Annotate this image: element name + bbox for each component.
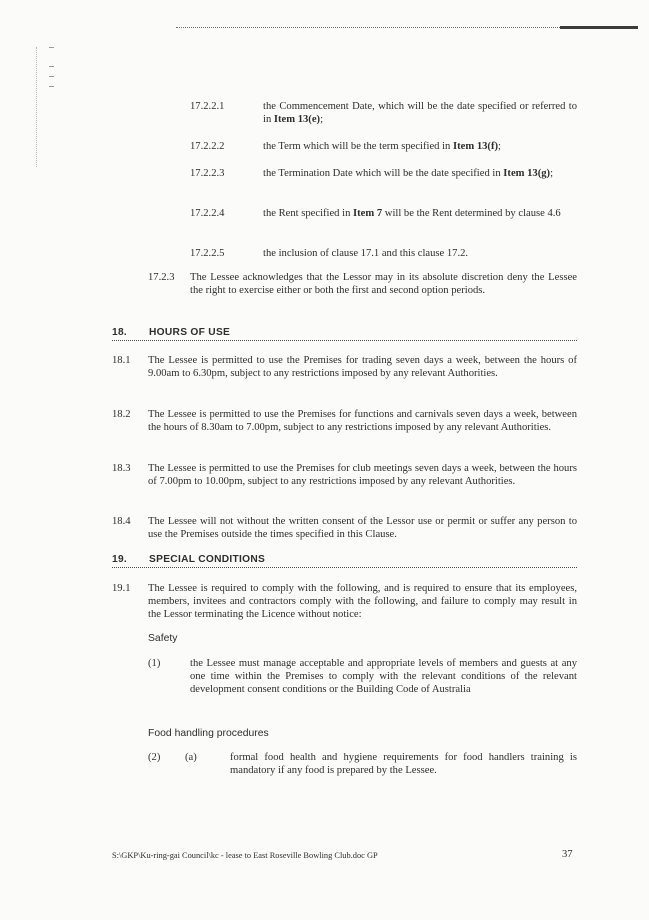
paragraph-19-1: 19.1 The Lessee is required to comply with the following, and is required to ensure that its employees, members, invitees and contractors comply with the following, and failure to comply may result in the Lessor terminating the Licence without notice: bbox=[112, 583, 577, 620]
margin-binding-line bbox=[36, 47, 37, 167]
subclause-text: the Rent specified in Item 7 will be the Rent determined by clause 4.6 bbox=[263, 208, 561, 219]
heading-rule bbox=[112, 567, 577, 568]
subclause-text: the Commencement Date, which will be the date specified or referred to in Item 13(e); bbox=[263, 101, 577, 125]
paragraph-18-3: 18.3 The Lessee is permitted to use the Premises for club meetings seven days a week, between the hours of 7.00pm to 10.00pm, subject to any restrictions imposed by any relevant Authorities. bbox=[112, 463, 577, 487]
safety-label: Safety bbox=[148, 633, 178, 644]
subclause-text: the Termination Date which will be the date specified in Item 13(g); bbox=[263, 168, 554, 179]
page-number: 37 bbox=[562, 849, 573, 860]
margin-mark bbox=[49, 47, 54, 51]
item-text: formal food health and hygiene requirements for food handlers training is mandatory if any food is prepared by the Lessee. bbox=[230, 752, 577, 776]
footer-file-path: S:\GKP\Ku-ring-gai Council\kc - lease to East Roseville Bowling Club.doc GP bbox=[112, 851, 378, 860]
top-rule-end bbox=[560, 26, 638, 29]
paragraph-18-4: 18.4 The Lessee will not without the written consent of the Lessor use or permit or suffer any person to use the Premises outside the times specified in this Clause. bbox=[112, 516, 577, 540]
margin-mark bbox=[49, 76, 54, 80]
margin-mark bbox=[49, 66, 54, 70]
subclause-text: The Lessee acknowledges that the Lessor may in its absolute discretion deny the Lessee the right to exercise either or both the first and second option periods. bbox=[190, 272, 577, 296]
food-handling-label: Food handling procedures bbox=[148, 728, 269, 739]
margin-mark bbox=[49, 86, 54, 90]
paragraph-18-2: 18.2 The Lessee is permitted to use the Premises for functions and carnivals seven days a week, between the hours of 8.30am to 7.00pm, subject to any restrictions imposed by any relevant Authorities. bbox=[112, 409, 577, 433]
paragraph-18-1: 18.1 The Lessee is permitted to use the Premises for trading seven days a week, between the hours of 9.00am to 6.30pm, subject to any restrictions imposed by any relevant Authorities. bbox=[112, 355, 577, 379]
heading-rule bbox=[112, 340, 577, 341]
subclause-text: the inclusion of clause 17.1 and this clause 17.2. bbox=[263, 248, 469, 259]
item-text: the Lessee must manage acceptable and appropriate levels of members and guests at any one time within the Premises to comply with the relevant conditions of the relevant development consent conditions or the Building Code of Australia bbox=[190, 658, 577, 695]
subclause-text: the Term which will be the term specified in Item 13(f); bbox=[263, 141, 501, 152]
